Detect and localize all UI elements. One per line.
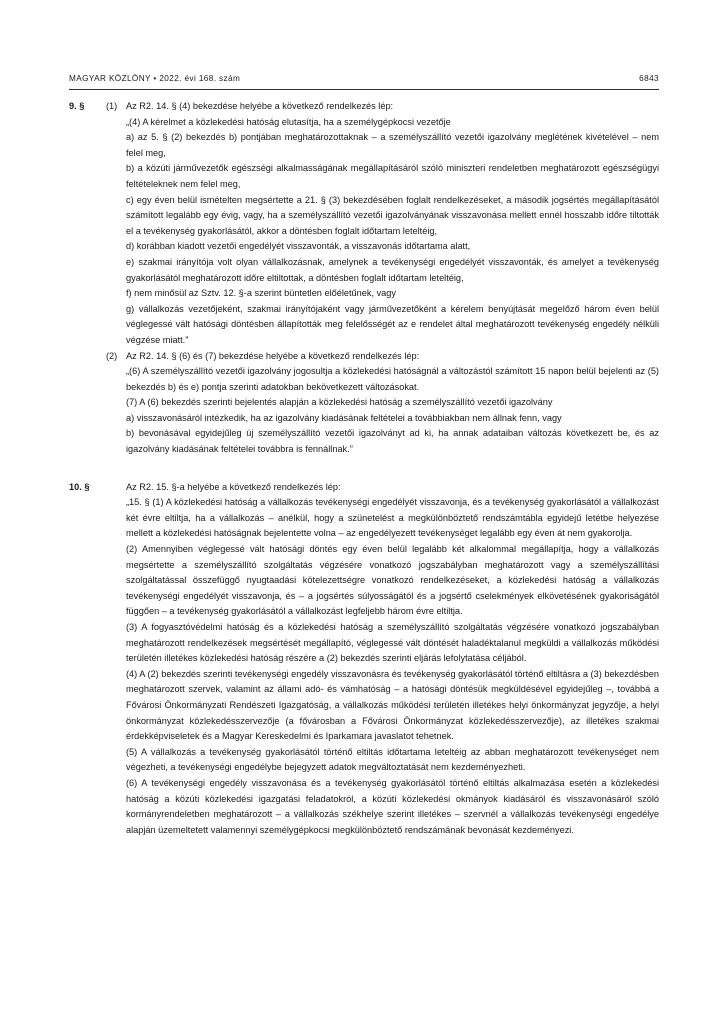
section-spacer [69,458,659,480]
paragraph: a) az 5. § (2) bekezdés b) pontjában meghatározottaknak – a személyszállító vezetői igazolvány meglétének kivételével – nem felel meg, [126,132,659,158]
journal-title: MAGYAR KÖZLÖNY • 2022. évi 168. szám [69,74,241,83]
paragraph: g) vállalkozás vezetőjeként, szakmai irányítójaként vagy járművezetőként a kérelem benyújtását megelőző három éven belül véglegessé vált hatósági döntésben állapították meg felelősségét az e rendelet által meghatározott tevékenység engedély nélküli végzése miatt.” [126,303,659,345]
paragraph: b) a közúti járművezetők egészségi alkalmasságának megállapításáról szóló miniszteri rendeletben meghatározott egészségügyi feltételeknek nem felel meg, [126,163,659,189]
paragraph: „15. § (1) A közlekedési hatóság a vállalkozás tevékenységi engedélyét visszavonja, és a tevékenység gyakorlásától a vállalkozást két évre eltiltja, ha a vállalkozás – anélkül, hogy a szünetelést a megkülönböztető rendszámtábla egyidejű letétbe helyezése mellett a közlekedési hatóságnak bejelentette volna – az engedélyezett tevékenységet legalább egy éven át nem gyakorolja. [126,497,659,539]
subsection-number: (2) [106,350,118,361]
section-lead: Az R2. 15. §-a helyébe a következő rendelkezés lép: [126,481,341,492]
paragraph: f) nem minősül az Sztv. 12. §-a szerint büntetlen előéletűnek, vagy [126,288,396,299]
paragraph: (2) Amennyiben véglegessé vált hatósági döntés egy éven belül legalább két alkalommal megállapítja, hogy a vállalkozás megsértette a személyszállító szolgáltatás végzésére vonatkozó jogszabályban meghatározott vagy a személyszállítási szolgáltatással összefüggő nyugtaadási kötelezettségre vonatkozó rendelkezéseket, a közlekedési hatóság a vállalkozás tevékenységi engedélyét visszavonja, és – a jogsértés súlyosságától és a jogsértő cselekmények elkövetésének gyakoriságától függően – a tevékenység gyakorlásától a vállalkozást legfeljebb három évre eltiltja. [126,544,659,617]
paragraph: (6) A tevékenységi engedély visszavonása és a tevékenység gyakorlásától történő eltiltás alkalmazása esetén a közlekedési hatóság a közúti közlekedési igazgatási feladatokról, a közúti közlekedési okmányok kiadásáról és visszavonásáról szóló kormányrendeletben meghatározott – a vállalkozás székhelye szerint illetékes – szervnél a vállalkozás tevékenységi engedélye alapján üzemeltetett valamennyi személygépkocsi megkülönböztető rendszámának bevonását kezdeményezi. [126,777,659,835]
subsection-lead: Az R2. 14. § (6) és (7) bekezdése helyébe a következő rendelkezés lép: [126,350,420,361]
paragraph: c) egy éven belül ismételten megsértette a 21. § (3) bekezdésében foglalt rendelkezéseket, a második jogsértés megállapításától számított legalább egy évig, vagy, ha a személyszállító vezetői igazolványának visszavonása mellett ennél hosszabb időre tiltották el a tevékenység gyakorlásától, akkor a döntésben foglalt időtartam leteltéig, [126,194,659,236]
paragraph: „(4) A kérelmet a közlekedési hatóság elutasítja, ha a személygépkocsi vezetője [126,116,451,127]
page-number: 6843 [639,74,659,83]
paragraph: (5) A vállalkozás a tevékenység gyakorlásától történő eltiltás időtartama leteltéig az abban meghatározott tevékenységet nem végezheti, a tevékenységi engedélybe bejegyzett adatok megváltoztatását nem kezdeményezheti. [126,746,659,773]
paragraph: d) korábban kiadott vezetői engedélyét visszavonták, a visszavonás időtartama alatt, [126,241,471,252]
section-number: 9. § [69,101,85,111]
section-10 [69,480,659,839]
paragraph: (3) A fogyasztóvédelmi hatóság és a közlekedési hatóság a személyszállító szolgáltatás végzésére vonatkozó jogszabályban meghatározott rendelkezések megsértését megállapító, véglegessé vált döntését haladéktalanul megküldi a vállalkozás működési területén illetékes közlekedési hatóság részére a (2) bekezdés szerinti eljárás lefolytatása céljából. [126,622,659,664]
paragraph: a) visszavonásáról intézkedik, ha az igazolvány kiadásának feltételei a továbbiakban nem állnak fenn, vagy [126,412,562,423]
subsection-number: (1) [106,101,118,111]
paragraph: (7) A (6) bekezdés szerinti bejelentés alapján a közlekedési hatóság a személyszállító vezetői igazolvány [126,397,553,408]
section-9 [69,99,659,458]
header-divider [69,89,659,90]
page-header [69,72,659,86]
subsection-9-1 [69,99,659,349]
subsection-9-2 [69,349,659,458]
paragraph: (4) A (2) bekezdés szerinti tevékenységi engedély visszavonásra és tevékenység gyakorlásától történő eltiltásra a (3) bekezdésben meghatározott szervek, valamint az állami adó- és vámhatóság – a hatósági döntésük megküldésével egyidejűleg –, továbbá a Fővárosi Önkormányzati Rendészeti Igazgatóság, a vállalkozás működési területén illetékes helyi önkormányzat jegyzője, a helyi önkormányzat közlekedésszervezője (a fővárosban a Fővárosi Önkormányzat közlekedésszervezője), az illetékes szakmai érdekképviseletek és a Magyar Kereskedelmi és Iparkamara javaslatot tehetnek. [126,668,659,742]
section-number: 10. § [69,481,90,492]
section-body [69,480,659,839]
paragraph: e) szakmai irányítója volt olyan vállalkozásnak, amelynek a tevékenységi engedélyét visszavonták, és amelyet a tevékenység gyakorlásától meghatározott időre eltiltottak, a döntésben foglalt időtartam leteltéig, [126,256,659,283]
paragraph: „(6) A személyszállító vezetői igazolvány jogosultja a közlekedési hatóságnál a változástól számított 15 napon belül bejelenti az (5) bekezdés b) és e) pontja szerinti adatokban bekövetkezett változásokat. [126,366,659,392]
subsection-lead: Az R2. 14. § (4) bekezdése helyébe a következő rendelkezés lép: [126,101,394,111]
page-content [69,99,659,838]
paragraph: b) bevonásával egyidejűleg új személyszállító vezetői igazolványt ad ki, ha annak adataiban változás következett be, és az igazolvány kiadásának feltételei továbbra is fennállnak.” [126,428,659,455]
